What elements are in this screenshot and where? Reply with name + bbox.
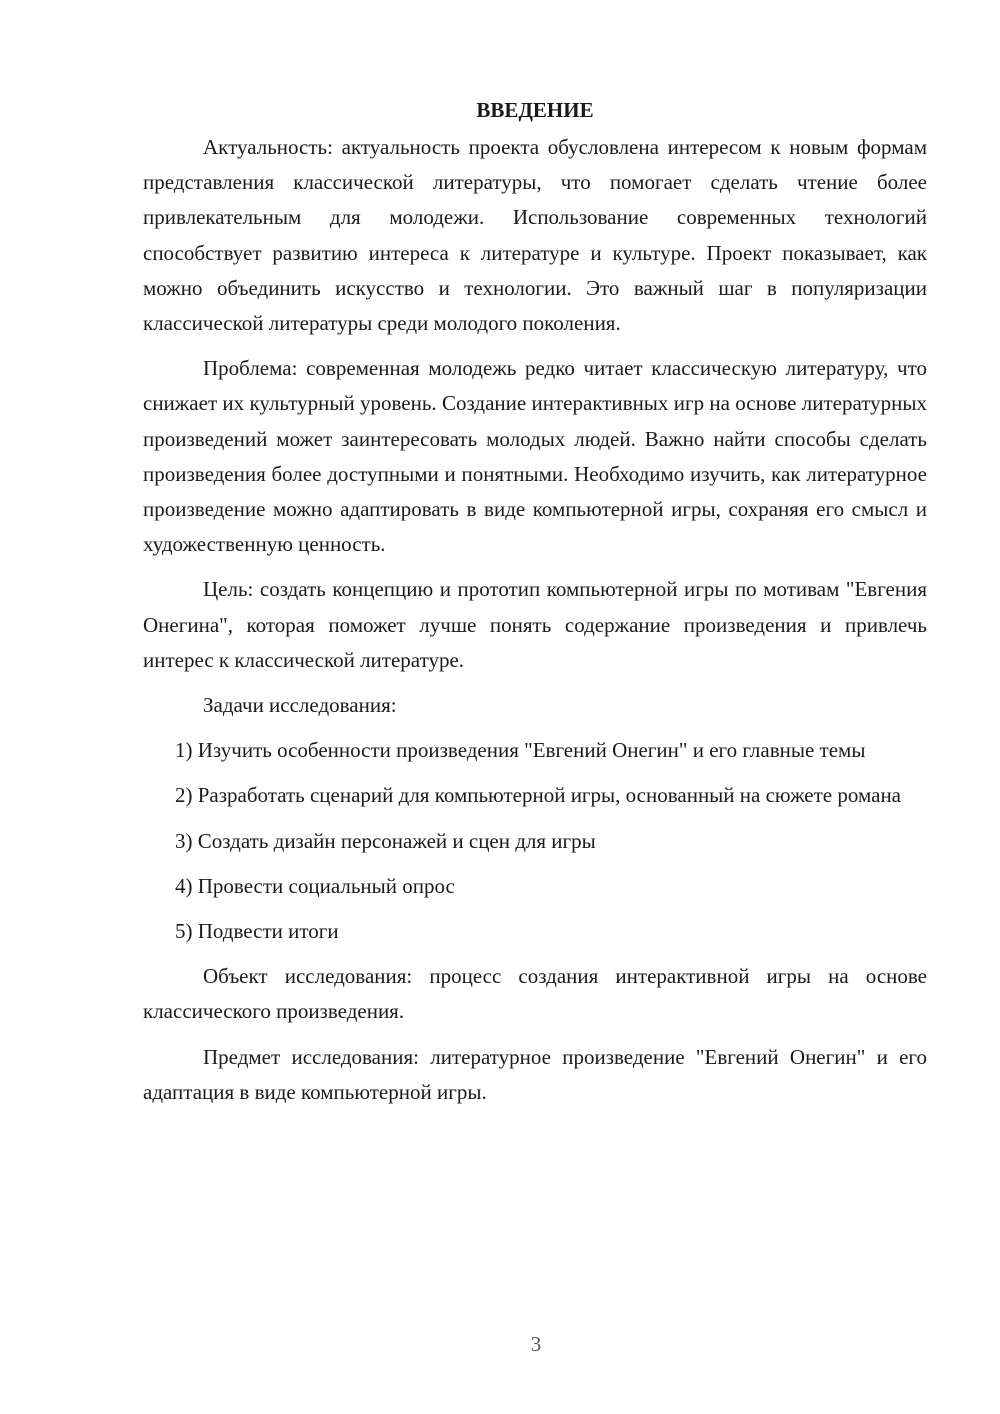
task-item: 1) Изучить особенности произведения "Евгений Онегин" и его главные темы <box>175 738 866 763</box>
relevance-paragraph: Актуальность: актуальность проекта обусловлена интересом к новым формам представления классической литературы, что помогает сделать чтение более привлекательным для молодежи. Использование современных технологий способствует развитию интереса к литературе и культуре. Проект показывает, как можно объединить искусство и технологии. Это важный шаг в популяризации классической литературы среди молодого поколения. <box>143 135 927 336</box>
tasks-heading: Задачи исследования: <box>203 693 397 718</box>
task-item: 4) Провести социальный опрос <box>175 873 455 898</box>
task-item: 2) Разработать сценарий для компьютерной игры, основанный на сюжете романа <box>175 783 901 808</box>
goal-paragraph: Цель: создать концепцию и прототип компьютерной игры по мотивам "Евгения Онегина", которая поможет лучше понять содержание произведения и привлечь интерес к классической литературе. <box>143 577 927 672</box>
subject-paragraph: Предмет исследования: литературное произведение "Евгений Онегин" и его адаптация в виде компьютерной игры. <box>143 1044 927 1104</box>
object-paragraph: Объект исследования: процесс создания интерактивной игры на основе классического произведения. <box>143 964 927 1024</box>
task-item: 3) Создать дизайн персонажей и сцен для игры <box>175 828 596 853</box>
section-title: ВВЕДЕНИЕ <box>476 98 594 122</box>
document-page <box>143 92 927 1120</box>
problem-paragraph: Проблема: современная молодежь редко читает классическую литературу, что снижает их культурный уровень. Создание интерактивных игр на основе литературных произведений может заинтересовать молодых людей. Важно найти способы сделать произведения более доступными и понятными. Необходимо изучить, как литературное произведение можно адаптировать в виде компьютерной игры, сохраняя его смысл и художественную ценность. <box>143 356 927 557</box>
page-number: 3 <box>530 1332 542 1356</box>
task-item: 5) Подвести итоги <box>175 919 339 944</box>
